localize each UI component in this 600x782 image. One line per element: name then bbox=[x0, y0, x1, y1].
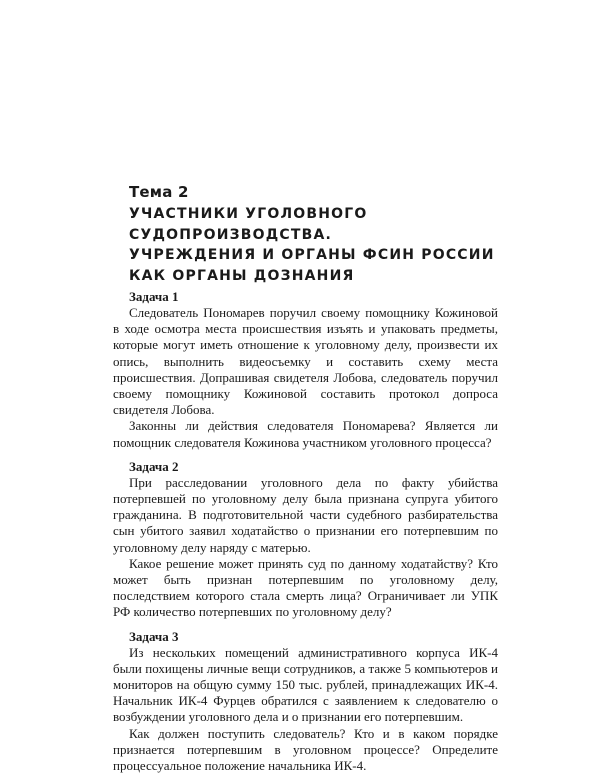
task-1 bbox=[113, 289, 498, 451]
task-heading: Задача 3 bbox=[129, 628, 179, 644]
tasks-body bbox=[113, 289, 498, 782]
task-paragraph: Следователь Пономарев поручил своему помощнику Кожиновой в ходе осмотра места происшествия изъять и упаковать предметы, которые могут иметь отношение к уголовному делу, произвести их опись, выполнить видеосъемку и составить схему места происшествия. Допрашивая свидетеля Лобова, следователь поручил своему помощнику Кожиновой составить протокол допроса свидетеля Лобова. bbox=[113, 305, 498, 418]
topic-label: Тема 2 bbox=[129, 183, 189, 201]
task-question: Какое решение может принять суд по данному ходатайству? Кто может быть признан потерпевшим по уголовному делу, последствием которого стала смерть лица? Ограничивает ли УПК РФ количество потерпевших по уголовному делу? bbox=[113, 555, 498, 620]
chapter-title bbox=[129, 204, 529, 286]
task-heading: Задача 1 bbox=[129, 289, 179, 304]
task-question: Как должен поступить следователь? Кто и в каком порядке признается потерпевшим в уголовном процессе? Определите процессуальное положение начальника ИК-4. bbox=[113, 725, 498, 774]
task-paragraph: При расследовании уголовного дела по факту убийства потерпевшей по уголовному делу была признана супруга убитого гражданина. В подготовительной части судебного разбирательства сын убитого заявил ходатайство о признании его потерпевшим по уголовному делу наряду с матерью. bbox=[113, 474, 498, 555]
task-2 bbox=[113, 459, 498, 621]
task-3 bbox=[113, 629, 498, 775]
title-line: СУДОПРОИЗВОДСТВА. bbox=[129, 226, 333, 243]
task-paragraph: Из нескольких помещений административного корпуса ИК-4 были похищены личные вещи сотрудников, а также 5 компьютеров и мониторов на общую сумму 150 тыс. рублей, принадлежащих ИК-4. Начальник ИК-4 Фурцев обратился с заявлением к следователю о возбуждении уголовного дела и о признании его потерпевшим. bbox=[113, 644, 498, 725]
title-line: КАК ОРГАНЫ ДОЗНАНИЯ bbox=[129, 267, 355, 284]
task-question: Законны ли действия следователя Пономарева? Является ли помощник следователя Кожинова участником уголовного процесса? bbox=[113, 418, 498, 450]
task-heading: Задача 2 bbox=[129, 458, 179, 474]
title-line: УЧРЕЖДЕНИЯ И ОРГАНЫ ФСИН РОССИИ bbox=[129, 247, 495, 263]
title-line: УЧАСТНИКИ УГОЛОВНОГО bbox=[129, 206, 368, 222]
